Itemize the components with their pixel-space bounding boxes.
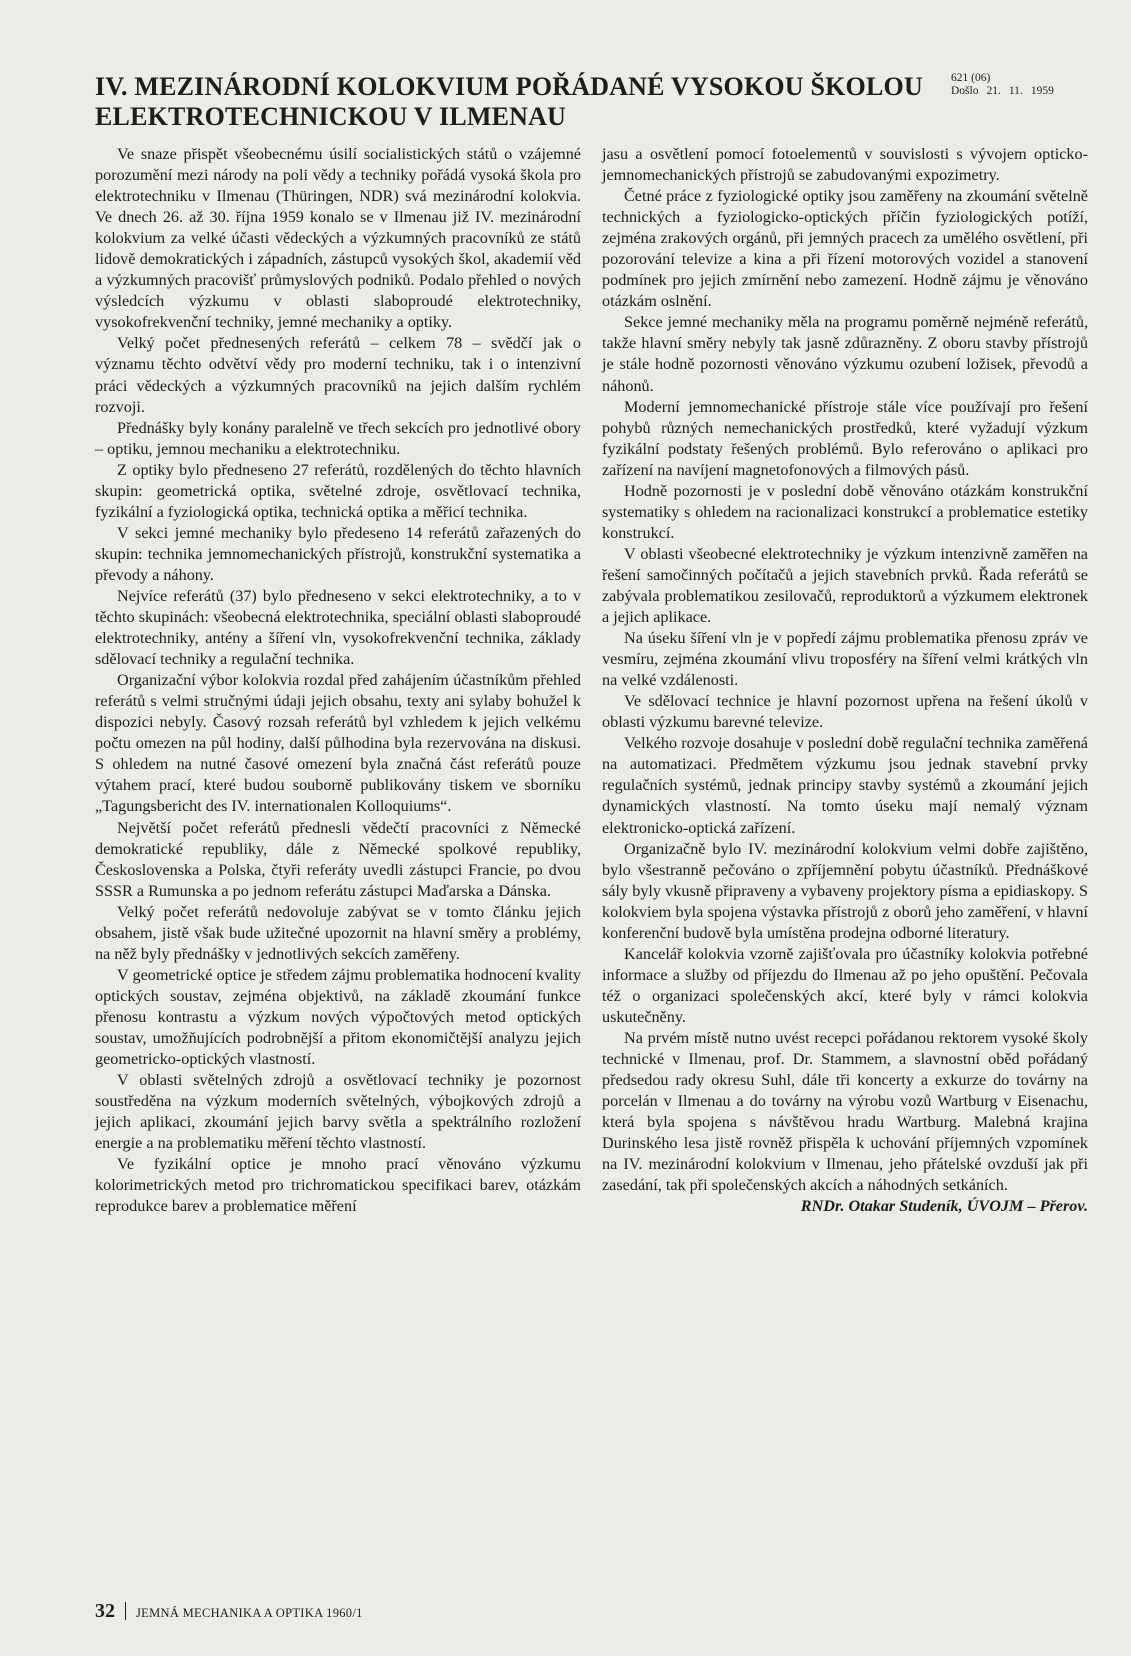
paragraph: V geometrické optice je středem zájmu problematika hodnocení kvality optických soustav, zejména objektivů, na základě zkoumání funkce přenosu kontrastu a výzkum nových výpočtových metod optických soustav, umožňujících podrobnější a přitom ekonomičtější analyzu jejich geometricko-optických vlastností.	[95, 965, 581, 1069]
paragraph: Velký počet referátů nedovoluje zabývat se v tomto článku jejich obsahem, jistě však bude užitečné upozornit na hlavní směry a problémy, na něž byly přednášky v jednotlivých sekcích zaměřeny.	[95, 902, 581, 963]
title-line-1: IV. MEZINÁRODNÍ KOLOKVIUM POŘÁDANÉ VYSOKOU ŠKOLOU	[95, 72, 923, 101]
paragraph: Hodně pozornosti je v poslední době věnováno otázkám konstrukční systematiky s ohledem na racionalizaci konstrukcí a problematice estetiky konstrukcí.	[602, 481, 1088, 542]
paragraph: Sekce jemné mechaniky měla na programu poměrně nejméně referátů, takže hlavní směry nebyly tak jasně zdůrazněny. Z oboru stavby přístrojů je stále hodně pozornosti věnováno výzkumu ozubení ložisek, převodů a náhonů.	[602, 313, 1088, 395]
paragraph: Na prvém místě nutno uvést recepci pořádanou rektorem vysoké školy technické v Ilmenau, prof. Dr. Stammem, a slavnostní oběd pořádaný předsedou rady okresu Suhl, dále tři koncerty a exkurze do továrny na porcelán v Ilmenau a do továrny na výrobu vozů Wartburg v Eisenachu, která byla spojena s návštěvou hradu Wartburg. Malebná krajina Durinského lesa jistě rovněž přispěla k uchování příjemných vzpomínek na IV. mezinárodní kolokvium v Ilmenau, jeho přátelské ovzduší jak při zasedání, tak při společenských akcích a náhodných setkáních.	[602, 1028, 1088, 1195]
paragraph: Velký počet přednesených referátů – celkem 78 – svědčí jak o významu těchto odvětví vědy pro moderní techniku, tak i o intenzivní práci vědeckých a výzkumných pracovníků na jejich dalším rychlém rozvoji.	[95, 334, 581, 416]
paragraph: Kancelář kolokvia vzorně zajišťovala pro účastníky kolokvia potřebné informace a služby od příjezdu do Ilmenau až po jeho opuštění. Pečovala též o organizaci společenských akcí, které byly v rámci kolokvia uskutečněny.	[602, 944, 1088, 1026]
left-column	[95, 144, 581, 1217]
page-number: 32	[95, 1600, 115, 1622]
paragraph: Ve fyzikální optice je mnoho prací věnováno výzkumu kolorimetrických metod pro trichromatickou specifikaci barev, otázkám reprodukce barev a problematice měření	[95, 1155, 581, 1216]
paragraph: Přednášky byly konány paralelně ve třech sekcích pro jednotlivé obory – optiku, jemnou mechaniku a elektrotechniku.	[95, 418, 581, 458]
paragraph: V oblasti světelných zdrojů a osvětlovací techniky je pozornost soustředěna na výzkum moderních světelných, výbojkových zdrojů a jejich aplikaci, zkoumání jejich barvy světla a spektrálního rozložení energie a na problematiku měření těchto vlastností.	[95, 1071, 581, 1153]
footer-divider	[125, 1602, 126, 1620]
received-day: 21.	[986, 85, 1001, 97]
paragraph: Organizační výbor kolokvia rozdal před zahájením účastníkům přehled referátů s velmi stručnými údaji jejich obsahu, texty ani sylaby bohužel k dispozici nebyly. Časový rozsah referátů byl vzhledem k jejich velkému počtu omezen na půl hodiny, další půlhodina byla rezervována na diskusi. S ohledem na nutné časové omezení byla značná část referátů pouze výtahem prací, které budou souborně publikovány tiskem ve sborníku „Tagungsbericht des IV. internationalen Kolloquiums“.	[95, 671, 581, 816]
paragraph: Velkého rozvoje dosahuje v poslední době regulační technika zaměřená na automatizaci. Předmětem výzkumu jsou jednak stavební prvky regulačních systémů, jednak principy stavby systémů a zkoumání jejich dynamických vlastností. Na tomto úseku mají nemalý význam elektronicko-optická zařízení.	[602, 734, 1088, 837]
paragraph: V sekci jemné mechaniky bylo předeseno 14 referátů zařazených do skupin: technika jemnomechanických přístrojů, konstrukční systematika a převody a náhony.	[95, 523, 581, 584]
received-year: 1959	[1030, 85, 1054, 97]
received-label: Došlo	[951, 85, 979, 97]
paragraph: Ve sdělovací technice je hlavní pozornost upřena na řešení úkolů v oblasti výzkumu barevné televize.	[602, 692, 1088, 732]
paragraph: Na úseku šíření vln je v popředí zájmu problematika přenosu zpráv ve vesmíru, zejména zkoumání vlivu troposféry na šíření velmi krátkých vln na velké vzdálenosti.	[602, 629, 1088, 690]
paragraph-continuation: jasu a osvětlení pomocí fotoelementů v souvislosti s vývojem opticko-jemnomechanických přístrojů se zabudovanými expozimetry.	[602, 145, 1088, 185]
received-date	[951, 85, 1054, 98]
paragraph: Největší počet referátů přednesli vědečtí pracovníci z Německé demokratické republiky, dále z Německé spolkové republiky, Československa a Polska, čtyři referáty uvedli zástupci Francie, po dvou SSSR a Rumunska a po jednom referátu zástupci Maďarska a Dánska.	[95, 818, 581, 900]
right-column	[602, 144, 1088, 1217]
author-signature: RNDr. Otakar Studeník, ÚVOJM – Přerov.	[800, 1197, 1088, 1216]
title-line-2: ELEKTROTECHNICKOU V ILMENAU	[95, 102, 567, 131]
paragraph: Nejvíce referátů (37) bylo předneseno v sekci elektrotechniky, a to v těchto skupinách: všeobecná elektrotechnika, speciální oblasti slaboproudé elektrotechniky, antény a šíření vln, vysokofrekvenční technika, základy sdělovací techniky a regulační technika.	[95, 586, 581, 669]
page-footer	[95, 1600, 363, 1623]
paragraph: Četné práce z fyziologické optiky jsou zaměřeny na zkoumání světelně technických a fyziologicko-optických příčin fyziologických potíží, zejména zrakových orgánů, při jemných pracech za umělého osvětlení, při pozorování televize a kina a při řízení motorových vozidel a stanovení podmínek pro jejich zmírnění nebo zamezení. Hodně zájmu je věnováno otázkám oslnění.	[602, 187, 1088, 311]
article-title	[95, 72, 923, 132]
article-meta	[951, 72, 1054, 98]
paragraph: Z optiky bylo předneseno 27 referátů, rozdělených do těchto hlavních skupin: geometrická optika, světelné zdroje, osvětlovací technika, fyzikální a fyziologická optika, technická optika a měřicí technika.	[95, 460, 581, 521]
paragraph: Organizačně bylo IV. mezinárodní kolokvium velmi dobře zajištěno, bylo všestranně pečováno o zpříjemnění pobytu účastníků. Přednáškové sály byly vkusně připraveny a vybaveny projektory písma a epidiaskopy. S kolokviem byla spojena výstavka přístrojů z oborů jeho zaměření, v hlavní konferenční budově byla umístěna prodejna odborné literatury.	[602, 839, 1088, 942]
received-month: 11.	[1008, 85, 1023, 97]
journal-name: JEMNÁ MECHANIKA A OPTIKA 1960/1	[136, 1606, 363, 1620]
paragraph: Moderní jemnomechanické přístroje stále více používají pro řešení pohybů různých nemechanických prostředků, které vyžadují výzkum fyzikální podstaty řešených problémů. Bylo referováno o aplikaci pro zařízení na navíjení magnetofonových a filmových pásů.	[602, 397, 1088, 479]
classification-code: 621 (06)	[951, 72, 991, 84]
paragraph: Ve snaze přispět všeobecnému úsilí socialistických států o vzájemné porozumění mezi národy na poli vědy a techniky pořádá vysoká škola pro elektrotechniku v Ilmenau (Thüringen, NDR) svá mezinárodní kolokvia. Ve dnech 26. až 30. října 1959 konalo se v Ilmenau již IV. mezinárodní kolokvium za velké účasti vědeckých a výzkumných pracovníků ze států lidově demokratických i západních, zástupců vysokých škol, akademií věd a výzkumných pracovišť průmyslových podniků. Podalo přehled o nových výsledcích výzkumu v oblasti slaboproudé elektrotechniky, vysokofrekvenční techniky, jemné mechaniky a optiky.	[95, 145, 581, 332]
paragraph: V oblasti všeobecné elektrotechniky je výzkum intenzivně zaměřen na řešení samočinných počítačů a jejich stavebních prvků. Řada referátů se zabývala problematikou zesilovačů, reproduktorů a výzkumem elektronek a jejich aplikace.	[602, 544, 1088, 627]
